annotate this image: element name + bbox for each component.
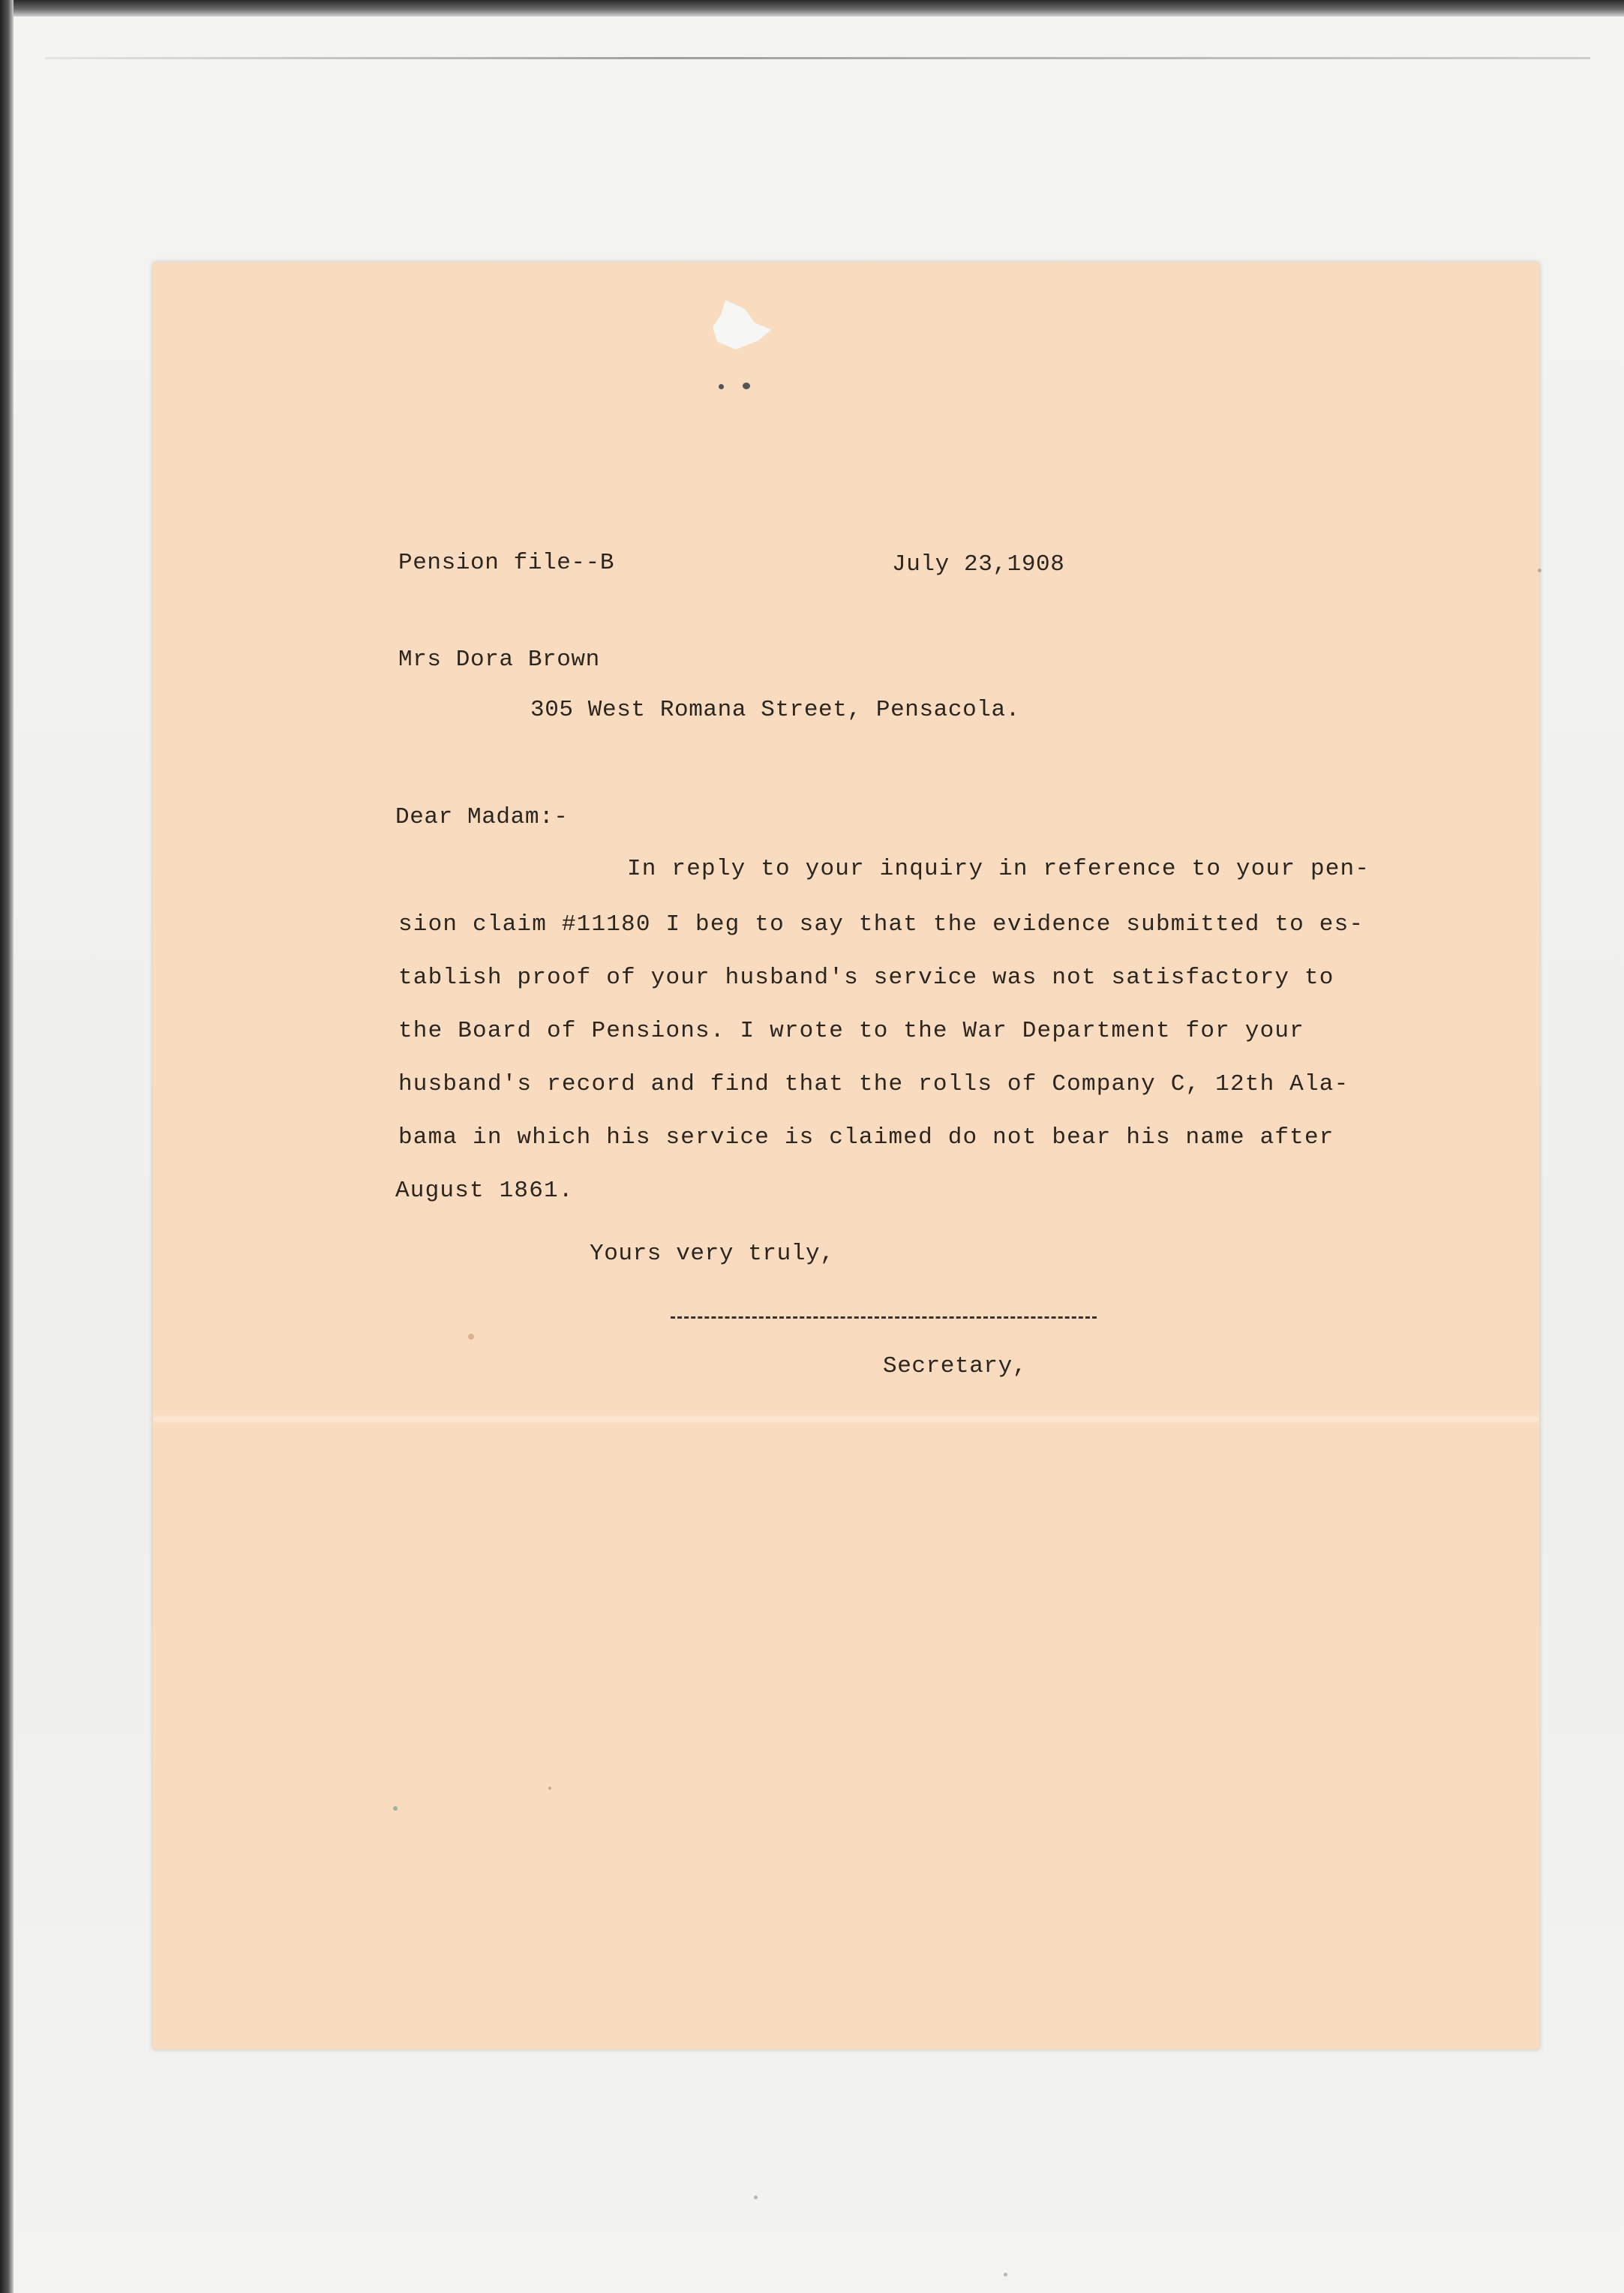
body-line: bama in which his service is claimed do not bear his name after [398,1124,1334,1151]
body-line: sion claim #11180 I beg to say that the evidence submitted to es- [398,911,1364,938]
scan-speck [1004,2273,1007,2276]
signatory-title: Secretary, [883,1353,1028,1379]
body-line: August 1861. [395,1178,574,1204]
letter-page [153,263,1539,2049]
file-reference: Pension file--B [398,550,615,576]
scan-speck [1538,569,1541,572]
scanner-line [45,57,1590,59]
salutation: Dear Madam:- [395,804,569,830]
body-line: tablish proof of your husband's service was not satisfactory to [398,965,1334,991]
paper-speck [548,1787,551,1790]
recipient-address: 305 West Romana Street, Pensacola. [530,697,1020,723]
body-line: In reply to your inquiry in reference to your pen- [627,856,1370,882]
torn-hole [713,300,771,350]
signature-line [671,1316,1097,1319]
body-line: the Board of Pensions. I wrote to the War Department for your [398,1018,1304,1044]
recipient-name: Mrs Dora Brown [398,647,600,673]
ink-mark [719,384,724,389]
closing: Yours very truly, [590,1241,835,1267]
scanner-edge-top [0,0,1624,17]
ink-mark [743,383,750,389]
scan-speck [754,2195,758,2199]
paper-speck [468,1334,474,1340]
body-line: husband's record and find that the rolls of Company C, 12th Ala- [398,1071,1349,1097]
letter-date: July 23,1908 [892,551,1065,578]
paper-speck [393,1806,398,1811]
scanner-edge-left [0,0,14,2293]
